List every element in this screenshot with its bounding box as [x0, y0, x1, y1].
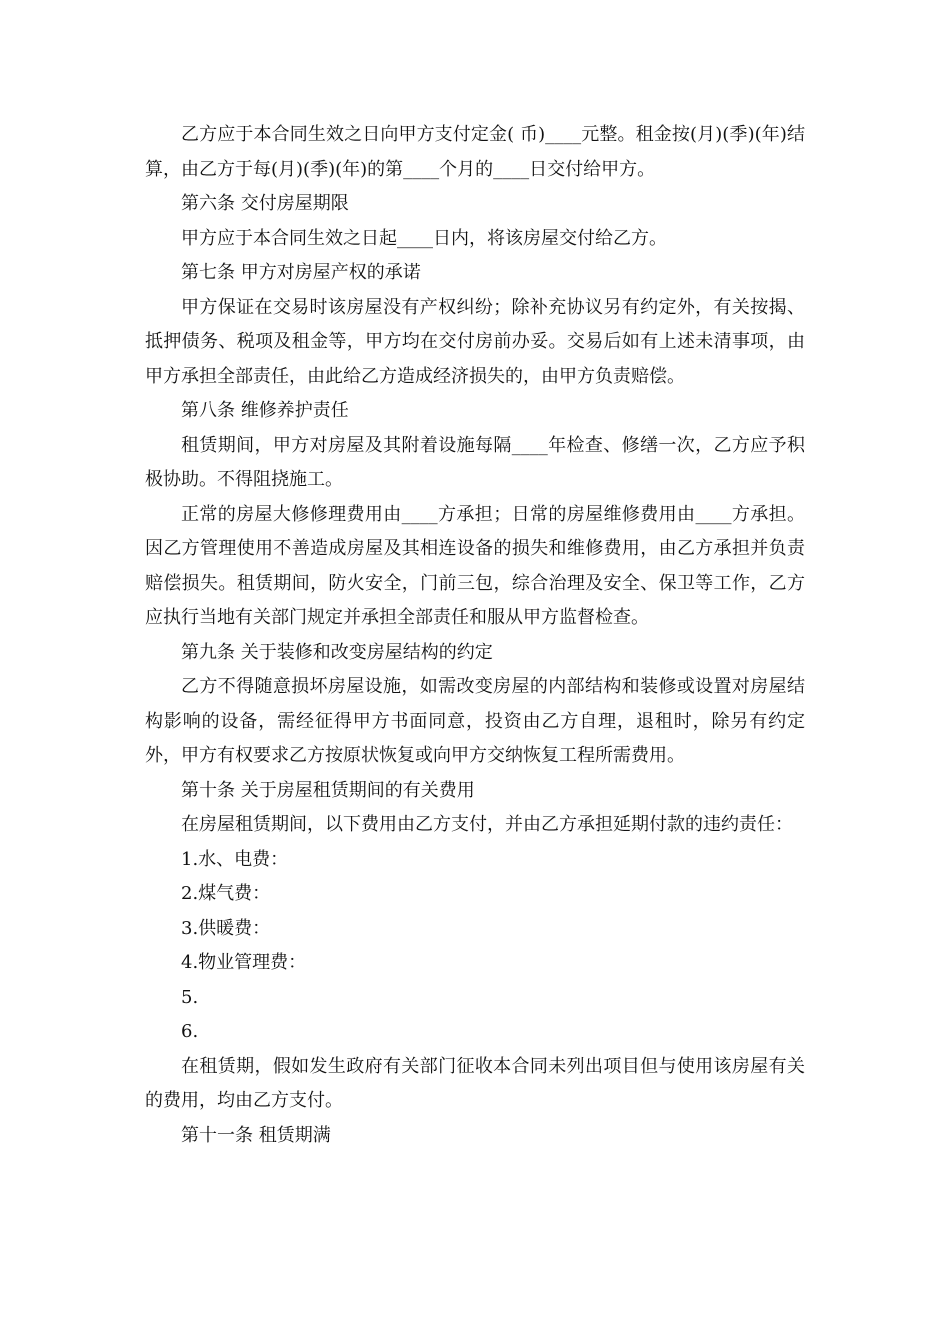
article-9-heading: 第九条 关于装修和改变房屋结构的约定 — [181, 641, 493, 663]
list-item-gas: 2.煤气费： — [181, 883, 271, 904]
list-item-5: 5. — [181, 986, 199, 1008]
article-10-heading: 第十条 关于房屋租赁期间的有关费用 — [181, 779, 475, 801]
document-body — [145, 118, 805, 1153]
paragraph-fees-intro: 在房屋租赁期间，以下费用由乙方支付，并由乙方承担延期付款的违约责任： — [181, 814, 793, 835]
paragraph-renovation: 乙方不得随意损坏房屋设施，如需改变房屋的内部结构和装修或设置对房屋结构影响的设备，需经征得甲方书面同意，投资由乙方自理，退租时，除另有约定外，甲方有权要求乙方按原状恢复或向甲方交纳恢复工程所需费用。 — [145, 676, 805, 766]
list-item-6: 6. — [181, 1021, 199, 1042]
paragraph-government-fees: 在租赁期，假如发生政府有关部门征收本合同未列出项目但与使用该房屋有关的费用，均由乙方支付。 — [145, 1055, 805, 1111]
paragraph-inspection: 租赁期间，甲方对房屋及其附着设施每隔____年检查、修缮一次，乙方应予积极协助。不得阻挠施工。 — [145, 434, 805, 490]
paragraph-handover-period: 甲方应于本合同生效之日起____日内，将该房屋交付给乙方。 — [181, 227, 667, 249]
paragraph-repair-costs: 正常的房屋大修修理费用由____方承担；日常的房屋维修费用由____方承担。因乙方管理使用不善造成房屋及其相连设备的损失和维修费用，由乙方承担并负责赔偿损失。租赁期间，防火安全，门前三包，综合治理及安全、保卫等工作，乙方应执行当地有关部门规定并承担全部责任和服从甲方监督检查。 — [145, 503, 805, 628]
article-7-heading: 第七条 甲方对房屋产权的承诺 — [181, 262, 421, 283]
paragraph-title-guarantee: 甲方保证在交易时该房屋没有产权纠纷；除补充协议另有约定外，有关按揭、抵押债务、税项及租金等，甲方均在交付房前办妥。交易后如有上述未清事项，由甲方承担全部责任，由此给乙方造成经济损失的，由甲方负责赔偿。 — [145, 296, 805, 387]
list-item-utilities: 1.水、电费： — [181, 848, 289, 870]
article-6-heading: 第六条 交付房屋期限 — [181, 193, 349, 214]
paragraph-deposit-rent: 乙方应于本合同生效之日向甲方支付定金( 币)____元整。租金按(月)(季)(年)结算，由乙方于每(月)(季)(年)的第____个月的____日交付给甲方。 — [145, 124, 805, 180]
article-8-heading: 第八条 维修养护责任 — [181, 400, 349, 421]
list-item-heating: 3.供暖费： — [181, 917, 271, 939]
list-item-property-management: 4.物业管理费： — [181, 952, 307, 973]
article-11-heading: 第十一条 租赁期满 — [181, 1124, 331, 1146]
